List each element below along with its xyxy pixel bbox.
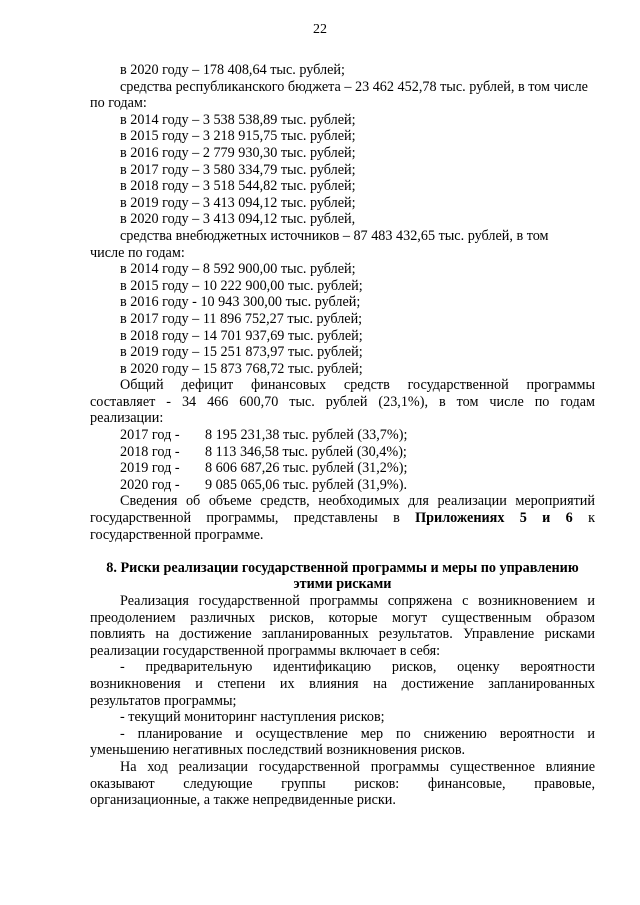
appendix-reference: Приложениях 5 и 6	[415, 510, 573, 527]
text-line: в 2019 году – 3 413 094,12 тыс. рублей;	[120, 194, 356, 211]
deficit-value: 8 113 346,58 тыс. рублей (30,4%);	[205, 443, 407, 460]
text-line: Сведения об объеме средств, необходимых для реализации мероприятий	[120, 493, 595, 510]
deficit-value: 8 195 231,38 тыс. рублей (33,7%);	[205, 427, 408, 444]
text-line: результатов программы;	[90, 692, 237, 709]
text-line: в 2020 году – 178 408,64 тыс. рублей;	[120, 62, 345, 78]
page-number: 22	[313, 22, 327, 37]
text-fragment: к	[588, 510, 595, 527]
text-line: Реализация государственной программы сопряжена с возникновением и	[120, 593, 595, 609]
text-line: в 2020 году – 3 413 094,12 тыс. рублей,	[120, 211, 356, 228]
bullet-line: - предварительную идентификацию рисков, оценку вероятности	[120, 659, 595, 676]
text-line: возникновения и степени их влияния на достижение запланированных	[90, 675, 595, 692]
deficit-value: 8 606 687,26 тыс. рублей (31,2%);	[205, 460, 408, 477]
deficit-value: 9 085 065,06 тыс. рублей (31,9%).	[205, 476, 407, 493]
text-line: в 2015 году – 10 222 900,00 тыс. рублей;	[120, 277, 363, 294]
text-line: в 2014 году – 8 592 900,00 тыс. рублей;	[120, 261, 356, 278]
text-line: составляет - 34 466 600,70 тыс. рублей (23,1%), в том числе по годам	[90, 393, 595, 410]
deficit-year: 2018 год -	[120, 443, 180, 460]
deficit-row	[90, 460, 595, 477]
section-title: 8. Риски реализации государственной программы и меры по управлению	[106, 559, 579, 576]
text-line: На ход реализации государственной программы существенное влияние	[120, 758, 595, 775]
text-line: в 2017 году – 3 580 334,79 тыс. рублей;	[120, 161, 356, 178]
text-line	[90, 510, 595, 527]
bullet-line: - текущий мониторинг наступления рисков;	[120, 709, 385, 726]
text-line: реализации государственной программы включает в себя:	[90, 642, 441, 659]
text-line: реализации:	[90, 410, 164, 427]
document-body	[90, 62, 595, 809]
text-line: Общий дефицит финансовых средств государственной программы	[120, 377, 595, 394]
text-line: оказывают следующие группы рисков: финансовые, правовые,	[90, 775, 595, 792]
text-fragment: государственной программы, представлены в	[90, 510, 400, 527]
deficit-row	[90, 444, 595, 461]
text-line: средства республиканского бюджета – 23 462 452,78 тыс. рублей, в том числе	[120, 78, 588, 95]
text-line: в 2016 году - 10 943 300,00 тыс. рублей;	[120, 294, 361, 311]
text-line: в 2015 году – 3 218 915,75 тыс. рублей;	[120, 128, 356, 145]
bullet-line: - планирование и осуществление мер по снижению вероятности и	[120, 725, 595, 742]
text-line: числе по годам:	[90, 244, 185, 261]
text-line: по годам:	[90, 95, 147, 112]
deficit-row	[90, 477, 595, 494]
text-line: государственной программе.	[90, 526, 264, 543]
text-line: организационные, а также непредвиденные риски.	[90, 792, 396, 809]
deficit-year: 2017 год -	[120, 427, 180, 444]
text-line: в 2018 году – 14 701 937,69 тыс. рублей;	[120, 327, 363, 344]
text-line: в 2017 году – 11 896 752,27 тыс. рублей;	[120, 310, 363, 327]
deficit-year: 2019 год -	[120, 460, 180, 477]
text-line: повлиять на достижение запланированных результатов. Управление рисками	[90, 626, 595, 643]
text-line: уменьшению негативных последствий возникновения рисков.	[90, 742, 466, 759]
text-line: в 2018 году – 3 518 544,82 тыс. рублей;	[120, 178, 356, 195]
text-line: в 2020 году – 15 873 768,72 тыс. рублей;	[120, 360, 363, 377]
deficit-year: 2020 год -	[120, 476, 180, 493]
deficit-row	[90, 427, 595, 444]
text-line: в 2016 году – 2 779 930,30 тыс. рублей;	[120, 144, 356, 161]
text-line: в 2019 году – 15 251 873,97 тыс. рублей;	[120, 344, 363, 361]
section-title-cont: этими рисками	[293, 576, 392, 593]
text-line: средства внебюджетных источников – 87 483 432,65 тыс. рублей, в том	[120, 227, 549, 244]
text-line: преодолением различных рисков, которые могут существенным образом	[90, 609, 595, 626]
text-line: в 2014 году – 3 538 538,89 тыс. рублей;	[120, 111, 356, 128]
